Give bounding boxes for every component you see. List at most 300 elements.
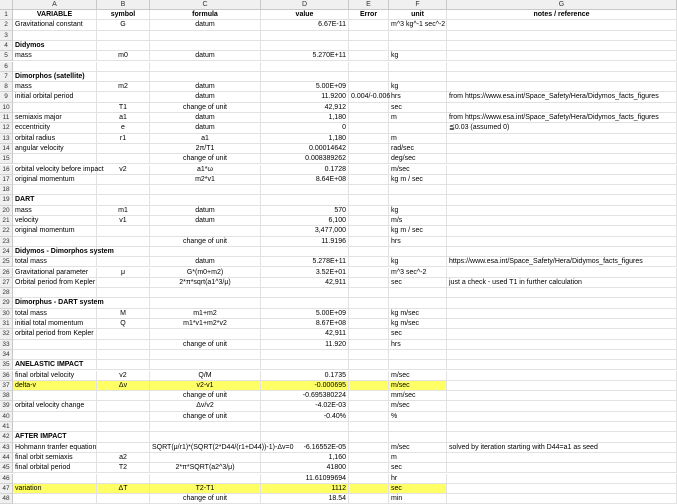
cell-e[interactable] (349, 195, 389, 205)
row-number[interactable]: 36 (0, 371, 13, 381)
cell-g[interactable] (447, 422, 677, 432)
cell-a[interactable]: variation (13, 484, 97, 494)
cell-c[interactable]: change of unit (150, 237, 261, 247)
row-number[interactable]: 19 (0, 195, 13, 205)
cell-f[interactable]: deg/sec (389, 154, 447, 164)
cell-e[interactable]: 0.004/-0.006 (349, 92, 389, 102)
cell-g[interactable] (447, 350, 677, 360)
cell-f[interactable]: m (389, 453, 447, 463)
cell-d[interactable]: 3,477,000 (261, 226, 349, 236)
cell-f[interactable]: m/sec (389, 401, 447, 411)
cell-d[interactable] (261, 31, 349, 41)
cell-a[interactable]: total mass (13, 309, 97, 319)
cell-a[interactable]: Didymos - Dimorphos system (13, 247, 97, 257)
cell-c[interactable] (150, 298, 261, 308)
cell-a[interactable]: orbital velocity change (13, 401, 97, 411)
cell-a[interactable]: AFTER IMPACT (13, 432, 97, 442)
cell-g[interactable] (447, 165, 677, 175)
cell-a[interactable]: initial orbital period (13, 92, 97, 102)
cell-f[interactable]: sec (389, 329, 447, 339)
cell-a[interactable] (13, 422, 97, 432)
cell-f[interactable] (389, 195, 447, 205)
cell-a[interactable]: Orbital period from Kepler (13, 278, 97, 288)
cell-f[interactable]: % (389, 412, 447, 422)
cell-c[interactable]: m1+m2 (150, 309, 261, 319)
cell-f[interactable]: hrs (389, 237, 447, 247)
cell-d[interactable]: 0.1728 (261, 165, 349, 175)
cell-d[interactable]: 8.64E+08 (261, 175, 349, 185)
cell-f[interactable] (389, 432, 447, 442)
cell-e[interactable] (349, 237, 389, 247)
cell-b[interactable] (97, 31, 150, 41)
cell-e[interactable] (349, 288, 389, 298)
cell-d[interactable]: 11.61099694 (261, 474, 349, 484)
cell-c[interactable] (150, 474, 261, 484)
cell-b[interactable] (97, 195, 150, 205)
cell-a[interactable]: VARIABLE (13, 10, 97, 20)
cell-a[interactable]: orbital velocity before impact (13, 165, 97, 175)
cell-f[interactable] (389, 185, 447, 195)
cell-e[interactable] (349, 422, 389, 432)
cell-e[interactable] (349, 154, 389, 164)
row-number[interactable]: 12 (0, 123, 13, 133)
cell-d[interactable] (261, 422, 349, 432)
cell-e[interactable] (349, 268, 389, 278)
cell-f[interactable]: hrs (389, 92, 447, 102)
cell-f[interactable] (389, 298, 447, 308)
cell-g[interactable] (447, 319, 677, 329)
cell-c[interactable]: T2-T1 (150, 484, 261, 494)
row-number[interactable]: 6 (0, 62, 13, 72)
cell-g[interactable] (447, 494, 677, 504)
cell-d[interactable]: 6,100 (261, 216, 349, 226)
cell-e[interactable] (349, 175, 389, 185)
cell-d[interactable] (261, 41, 349, 51)
cell-a[interactable]: velocity (13, 216, 97, 226)
cell-b[interactable] (97, 432, 150, 442)
cell-g[interactable] (447, 474, 677, 484)
cell-e[interactable] (349, 247, 389, 257)
cell-g[interactable] (447, 82, 677, 92)
cell-b[interactable] (97, 422, 150, 432)
cell-b[interactable]: e (97, 123, 150, 133)
cell-f[interactable]: rad/sec (389, 144, 447, 154)
cell-b[interactable] (97, 278, 150, 288)
row-number[interactable]: 2 (0, 20, 13, 30)
cell-g[interactable] (447, 175, 677, 185)
cell-d[interactable]: 11.9196 (261, 237, 349, 247)
cell-b[interactable] (97, 257, 150, 267)
row-number[interactable]: 46 (0, 474, 13, 484)
cell-b[interactable] (97, 41, 150, 51)
cell-d[interactable] (261, 360, 349, 370)
cell-d[interactable]: 42,912 (261, 103, 349, 113)
row-number[interactable]: 1 (0, 10, 13, 20)
cell-f[interactable]: m/sec (389, 371, 447, 381)
cell-d[interactable]: 1,180 (261, 113, 349, 123)
row-number[interactable]: 39 (0, 401, 13, 411)
cell-a[interactable]: DART (13, 195, 97, 205)
cell-a[interactable]: final orbital period (13, 463, 97, 473)
cell-b[interactable] (97, 360, 150, 370)
cell-f[interactable] (389, 247, 447, 257)
cell-d[interactable]: 6.67E-11 (261, 20, 349, 30)
cell-f[interactable]: m/s (389, 216, 447, 226)
cell-a[interactable]: orbital period from Kepler (13, 329, 97, 339)
cell-b[interactable] (97, 154, 150, 164)
cell-d[interactable] (261, 288, 349, 298)
cell-e[interactable] (349, 360, 389, 370)
cell-f[interactable]: hrs (389, 340, 447, 350)
cell-c[interactable]: a1 (150, 134, 261, 144)
column-header-d[interactable]: D (261, 0, 349, 10)
row-number[interactable]: 41 (0, 422, 13, 432)
cell-b[interactable]: m2 (97, 82, 150, 92)
cell-c[interactable] (150, 288, 261, 298)
cell-a[interactable] (13, 350, 97, 360)
cell-c[interactable]: Q/M (150, 371, 261, 381)
cell-b[interactable] (97, 298, 150, 308)
cell-a[interactable]: semiaxis major (13, 113, 97, 123)
cell-f[interactable]: m (389, 113, 447, 123)
cell-d[interactable] (261, 72, 349, 82)
cell-d[interactable]: 1,180 (261, 134, 349, 144)
row-number[interactable]: 21 (0, 216, 13, 226)
cell-b[interactable]: T2 (97, 463, 150, 473)
cell-c[interactable]: datum (150, 92, 261, 102)
cell-a[interactable]: initial total momentum (13, 319, 97, 329)
cell-f[interactable]: min (389, 494, 447, 504)
cell-d[interactable]: 42,911 (261, 278, 349, 288)
cell-f[interactable]: sec (389, 463, 447, 473)
row-number[interactable]: 9 (0, 92, 13, 102)
cell-c[interactable]: change of unit (150, 103, 261, 113)
cell-g[interactable] (447, 288, 677, 298)
row-number[interactable]: 7 (0, 72, 13, 82)
column-header-b[interactable]: B (97, 0, 150, 10)
row-number[interactable]: 34 (0, 350, 13, 360)
cell-d[interactable] (261, 298, 349, 308)
cell-e[interactable] (349, 298, 389, 308)
cell-f[interactable]: hr (389, 474, 447, 484)
cell-b[interactable]: v1 (97, 216, 150, 226)
column-header-f[interactable]: F (389, 0, 447, 10)
cell-c[interactable]: 2π/T1 (150, 144, 261, 154)
cell-e[interactable] (349, 340, 389, 350)
cell-a[interactable]: Dimorphos (satellite) (13, 72, 97, 82)
cell-c[interactable] (150, 360, 261, 370)
cell-a[interactable]: orbital radius (13, 134, 97, 144)
cell-b[interactable] (97, 443, 150, 453)
cell-c[interactable]: change of unit (150, 412, 261, 422)
cell-c[interactable]: Δv/v2 (150, 401, 261, 411)
cell-b[interactable]: a1 (97, 113, 150, 123)
cell-d[interactable] (261, 62, 349, 72)
cell-f[interactable]: m^3 sec^-2 (389, 268, 447, 278)
cell-f[interactable]: sec (389, 278, 447, 288)
cell-d[interactable]: 5.00E+09 (261, 309, 349, 319)
cell-d[interactable]: -4.02E-03 (261, 401, 349, 411)
cell-c[interactable]: v2-v1 (150, 381, 261, 391)
cell-c[interactable]: m1*v1+m2*v2 (150, 319, 261, 329)
row-number[interactable]: 31 (0, 319, 13, 329)
cell-d[interactable] (261, 247, 349, 257)
cell-g[interactable] (447, 195, 677, 205)
cell-b[interactable] (97, 92, 150, 102)
cell-b[interactable] (97, 185, 150, 195)
cell-f[interactable]: m/sec (389, 381, 447, 391)
cell-f[interactable]: m^3 kg^-1 sec^-2 (389, 20, 447, 30)
cell-a[interactable] (13, 340, 97, 350)
cell-f[interactable]: kg m / sec (389, 175, 447, 185)
cell-f[interactable]: kg m/sec (389, 319, 447, 329)
column-header-e[interactable]: E (349, 0, 389, 10)
cell-d[interactable]: -6.16552E-05 (261, 443, 349, 453)
cell-c[interactable] (150, 62, 261, 72)
select-all-corner[interactable] (0, 0, 13, 10)
cell-g[interactable] (447, 432, 677, 442)
cell-b[interactable] (97, 412, 150, 422)
row-number[interactable]: 23 (0, 237, 13, 247)
cell-b[interactable]: r1 (97, 134, 150, 144)
cell-b[interactable] (97, 72, 150, 82)
column-header-g[interactable]: G (447, 0, 677, 10)
row-number[interactable]: 33 (0, 340, 13, 350)
cell-f[interactable] (389, 422, 447, 432)
cell-d[interactable]: value (261, 10, 349, 20)
cell-d[interactable] (261, 185, 349, 195)
cell-b[interactable] (97, 247, 150, 257)
cell-e[interactable] (349, 329, 389, 339)
cell-b[interactable] (97, 288, 150, 298)
row-number[interactable]: 43 (0, 443, 13, 453)
cell-c[interactable]: formula (150, 10, 261, 20)
cell-f[interactable]: m/sec (389, 443, 447, 453)
cell-a[interactable]: original momentum (13, 226, 97, 236)
cell-c[interactable] (150, 422, 261, 432)
cell-g[interactable] (447, 144, 677, 154)
cell-c[interactable] (150, 453, 261, 463)
cell-b[interactable]: m1 (97, 206, 150, 216)
cell-g[interactable]: just a check - used T1 in further calculation (447, 278, 677, 288)
cell-a[interactable]: Didymos (13, 41, 97, 51)
row-number[interactable]: 8 (0, 82, 13, 92)
cell-g[interactable] (447, 298, 677, 308)
row-number[interactable]: 28 (0, 288, 13, 298)
cell-b[interactable]: G (97, 20, 150, 30)
cell-b[interactable] (97, 391, 150, 401)
cell-g[interactable] (447, 360, 677, 370)
cell-b[interactable] (97, 350, 150, 360)
cell-c[interactable]: 2*π*SQRT(a2^3/μ) (150, 463, 261, 473)
row-number[interactable]: 15 (0, 154, 13, 164)
cell-a[interactable]: delta-v (13, 381, 97, 391)
cell-a[interactable]: Gravitational constant (13, 20, 97, 30)
row-number[interactable]: 13 (0, 134, 13, 144)
cell-b[interactable]: ΔT (97, 484, 150, 494)
cell-g[interactable] (447, 154, 677, 164)
cell-e[interactable] (349, 474, 389, 484)
cell-c[interactable]: datum (150, 216, 261, 226)
cell-c[interactable]: G*(m0+m2) (150, 268, 261, 278)
row-number[interactable]: 32 (0, 329, 13, 339)
row-number[interactable]: 17 (0, 175, 13, 185)
row-number[interactable]: 16 (0, 165, 13, 175)
cell-b[interactable] (97, 340, 150, 350)
cell-g[interactable] (447, 463, 677, 473)
cell-a[interactable] (13, 62, 97, 72)
row-number[interactable]: 20 (0, 206, 13, 216)
cell-d[interactable]: 11.920 (261, 340, 349, 350)
cell-d[interactable]: 0.1735 (261, 371, 349, 381)
cell-c[interactable] (150, 226, 261, 236)
cell-g[interactable] (447, 20, 677, 30)
cell-a[interactable] (13, 391, 97, 401)
cell-f[interactable] (389, 350, 447, 360)
cell-e[interactable] (349, 257, 389, 267)
row-number[interactable]: 3 (0, 31, 13, 41)
cell-c[interactable]: datum (150, 113, 261, 123)
cell-b[interactable] (97, 226, 150, 236)
row-number[interactable]: 47 (0, 484, 13, 494)
cell-e[interactable] (349, 401, 389, 411)
cell-c[interactable]: m2*v1 (150, 175, 261, 185)
cell-e[interactable] (349, 412, 389, 422)
cell-e[interactable] (349, 463, 389, 473)
cell-a[interactable]: Dimorphus - DART system (13, 298, 97, 308)
row-number[interactable]: 5 (0, 51, 13, 61)
cell-g[interactable] (447, 51, 677, 61)
cell-b[interactable]: a2 (97, 453, 150, 463)
cell-g[interactable] (447, 185, 677, 195)
cell-d[interactable] (261, 195, 349, 205)
cell-b[interactable] (97, 401, 150, 411)
cell-d[interactable]: 8.67E+08 (261, 319, 349, 329)
cell-c[interactable]: change of unit (150, 154, 261, 164)
cell-c[interactable]: SQRT(μ/r1)*(SQRT(2*D44/(r1+D44))-1)-Δv=0 (150, 443, 261, 453)
cell-a[interactable]: Hohmann tranfer equation (13, 443, 97, 453)
cell-f[interactable]: m/sec (389, 165, 447, 175)
cell-e[interactable] (349, 41, 389, 51)
cell-a[interactable] (13, 494, 97, 504)
cell-d[interactable]: 3.52E+01 (261, 268, 349, 278)
cell-g[interactable] (447, 41, 677, 51)
cell-c[interactable]: datum (150, 82, 261, 92)
cell-b[interactable] (97, 144, 150, 154)
cell-d[interactable]: -0.40% (261, 412, 349, 422)
row-number[interactable]: 35 (0, 360, 13, 370)
cell-e[interactable] (349, 391, 389, 401)
cell-c[interactable]: datum (150, 206, 261, 216)
cell-e[interactable] (349, 72, 389, 82)
cell-g[interactable] (447, 381, 677, 391)
cell-c[interactable]: datum (150, 20, 261, 30)
cell-b[interactable] (97, 237, 150, 247)
cell-b[interactable]: T1 (97, 103, 150, 113)
cell-a[interactable]: Gravitational parameter (13, 268, 97, 278)
cell-c[interactable] (150, 41, 261, 51)
cell-b[interactable]: v2 (97, 371, 150, 381)
cell-f[interactable]: kg (389, 206, 447, 216)
row-number[interactable]: 44 (0, 453, 13, 463)
cell-d[interactable]: 0 (261, 123, 349, 133)
cell-e[interactable] (349, 31, 389, 41)
cell-d[interactable]: 1,160 (261, 453, 349, 463)
cell-f[interactable] (389, 62, 447, 72)
cell-g[interactable]: https://www.esa.int/Space_Safety/Hera/Didymos_facts_figures (447, 257, 677, 267)
cell-d[interactable]: -0.695380224 (261, 391, 349, 401)
cell-g[interactable]: from https://www.esa.int/Space_Safety/Hera/Didymos_facts_figures (447, 92, 677, 102)
row-number[interactable]: 48 (0, 494, 13, 504)
row-number[interactable]: 25 (0, 257, 13, 267)
cell-d[interactable]: 0.008389262 (261, 154, 349, 164)
cell-b[interactable]: v2 (97, 165, 150, 175)
cell-a[interactable]: angular velocity (13, 144, 97, 154)
cell-f[interactable] (389, 123, 447, 133)
cell-f[interactable]: kg (389, 51, 447, 61)
cell-a[interactable] (13, 474, 97, 484)
cell-e[interactable] (349, 484, 389, 494)
cell-c[interactable] (150, 329, 261, 339)
cell-c[interactable] (150, 185, 261, 195)
cell-d[interactable]: 5.270E+11 (261, 51, 349, 61)
cell-a[interactable]: final orbit semiaxis (13, 453, 97, 463)
cell-e[interactable] (349, 185, 389, 195)
cell-e[interactable] (349, 82, 389, 92)
cell-g[interactable] (447, 309, 677, 319)
cell-g[interactable] (447, 391, 677, 401)
row-number[interactable]: 27 (0, 278, 13, 288)
cell-e[interactable] (349, 278, 389, 288)
cell-b[interactable] (97, 175, 150, 185)
cell-a[interactable] (13, 31, 97, 41)
row-number[interactable]: 22 (0, 226, 13, 236)
cell-c[interactable]: change of unit (150, 340, 261, 350)
cell-e[interactable] (349, 20, 389, 30)
cell-e[interactable] (349, 309, 389, 319)
cell-f[interactable]: kg m / sec (389, 226, 447, 236)
cell-b[interactable]: symbol (97, 10, 150, 20)
cell-a[interactable]: mass (13, 51, 97, 61)
cell-b[interactable]: Q (97, 319, 150, 329)
cell-c[interactable]: a1*ω (150, 165, 261, 175)
cell-f[interactable]: kg (389, 257, 447, 267)
row-number[interactable]: 4 (0, 41, 13, 51)
cell-g[interactable]: from https://www.esa.int/Space_Safety/Hera/Didymos_facts_figures (447, 113, 677, 123)
cell-d[interactable]: 1112 (261, 484, 349, 494)
cell-e[interactable] (349, 494, 389, 504)
cell-g[interactable] (447, 206, 677, 216)
cell-g[interactable] (447, 329, 677, 339)
cell-g[interactable] (447, 371, 677, 381)
cell-b[interactable]: m0 (97, 51, 150, 61)
cell-e[interactable] (349, 443, 389, 453)
cell-g[interactable] (447, 72, 677, 82)
cell-f[interactable]: mm/sec (389, 391, 447, 401)
cell-e[interactable] (349, 62, 389, 72)
cell-c[interactable]: 2*π*sqrt(a1^3/μ) (150, 278, 261, 288)
cell-c[interactable]: datum (150, 123, 261, 133)
cell-f[interactable] (389, 41, 447, 51)
cell-g[interactable] (447, 103, 677, 113)
cell-c[interactable] (150, 195, 261, 205)
cell-g[interactable] (447, 484, 677, 494)
cell-b[interactable] (97, 474, 150, 484)
cell-f[interactable]: m (389, 134, 447, 144)
cell-g[interactable] (447, 226, 677, 236)
cell-a[interactable]: total mass (13, 257, 97, 267)
cell-f[interactable] (389, 288, 447, 298)
